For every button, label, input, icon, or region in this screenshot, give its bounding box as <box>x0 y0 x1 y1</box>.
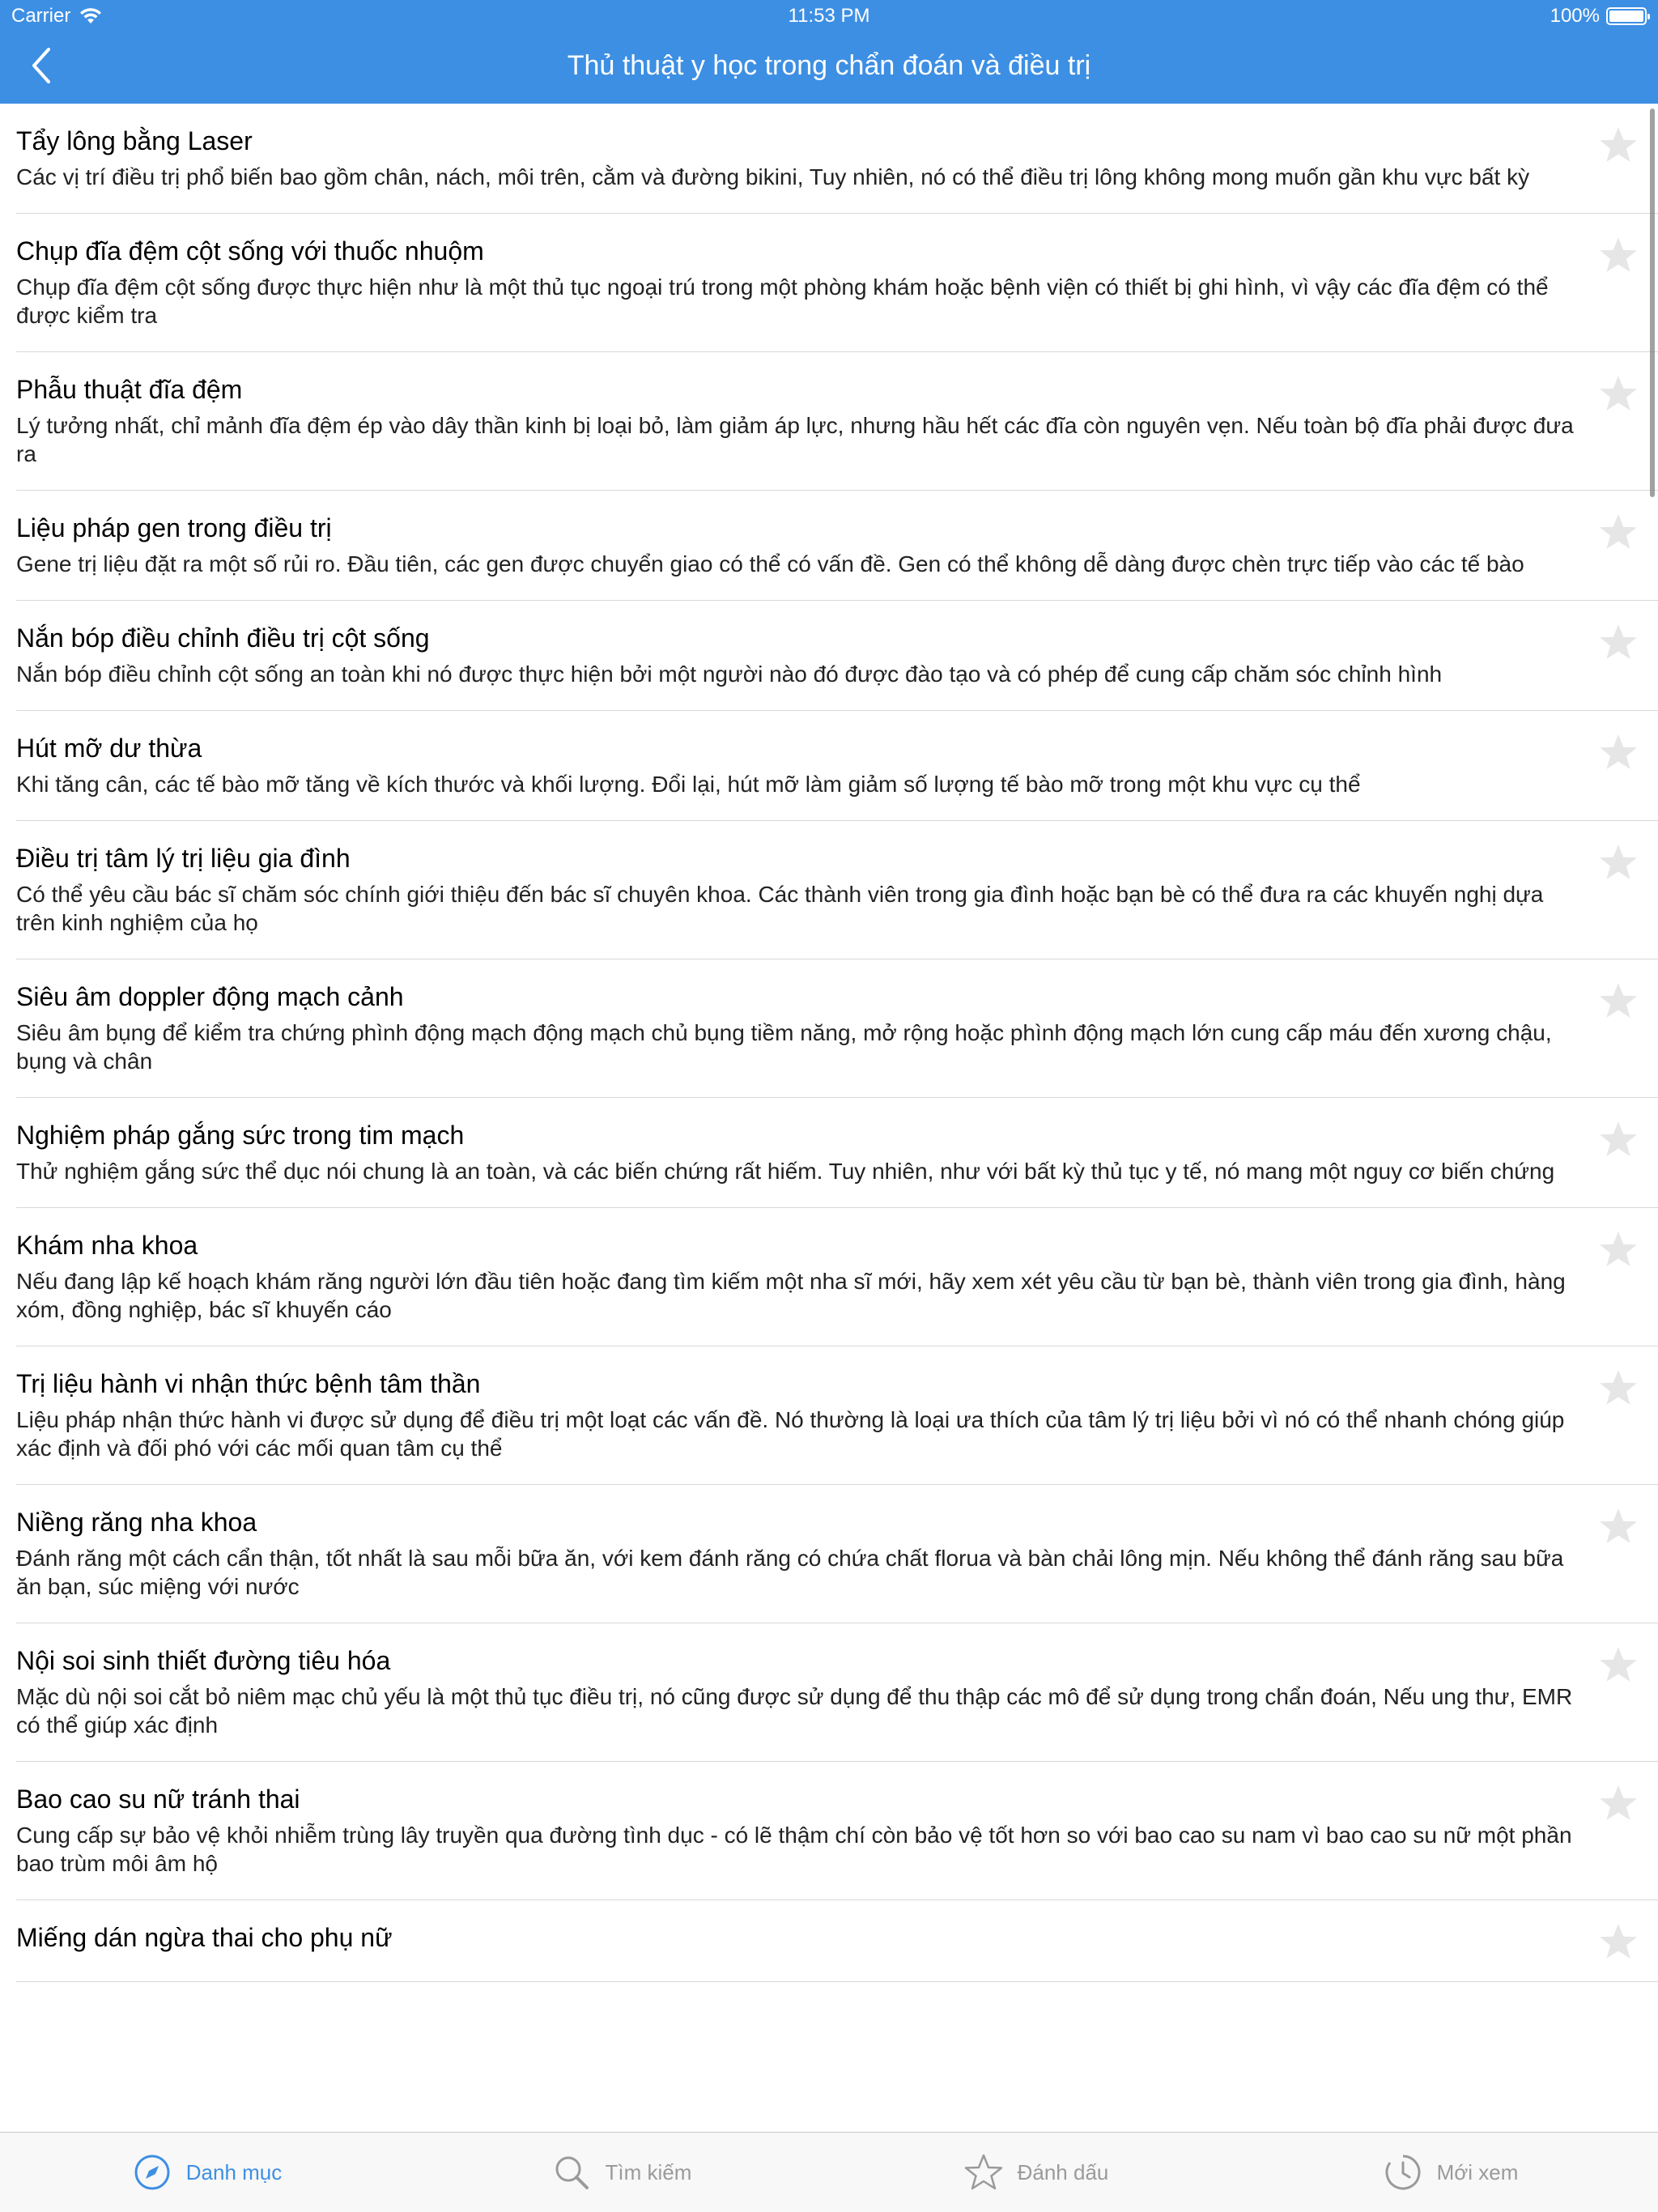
bookmark-star-icon[interactable] <box>1598 1368 1639 1408</box>
bookmark-star-icon[interactable] <box>1598 1783 1639 1823</box>
list-item[interactable] <box>16 711 1658 821</box>
battery-info <box>1550 5 1647 28</box>
bookmark-star-icon[interactable] <box>1598 235 1639 275</box>
list-item[interactable] <box>16 214 1658 352</box>
list-item[interactable] <box>16 491 1658 601</box>
item-title: Nghiệm pháp gắng sức trong tim mạch <box>16 1121 465 1150</box>
status-bar <box>0 0 1658 32</box>
item-title: Niềng răng nha khoa <box>16 1508 257 1537</box>
item-title: Hút mỡ dư thừa <box>16 734 202 763</box>
item-title: Điều trị tâm lý trị liệu gia đình <box>16 844 351 873</box>
star-icon <box>964 2153 1003 2192</box>
tab-label: Đánh dấu <box>1017 2159 1109 2184</box>
bookmark-star-icon[interactable] <box>1598 512 1639 552</box>
item-description: Thử nghiệm gắng sức thể dục nói chung là an toàn, và các biến chứng rất hiếm. Tuy nhiên, như với bất kỳ thủ tục y tế, nó mang một nguy cơ biến chứng <box>16 1159 1555 1184</box>
battery-icon <box>1606 7 1647 25</box>
item-description: Chụp đĩa đệm cột sống được thực hiện như là một thủ tục ngoại trú trong một phòng khám hoặc bệnh viện có thiết bị ghi hình, vì vậy các đĩa đệm có thể được kiểm tra <box>16 274 1549 328</box>
bookmark-star-icon[interactable] <box>1598 1644 1639 1685</box>
item-description: Lý tưởng nhất, chỉ mảnh đĩa đệm ép vào dây thần kinh bị loại bỏ, làm giảm áp lực, nhưng hầu hết các đĩa còn nguyên vẹn. Nếu toàn bộ đĩa phải được đưa ra <box>16 413 1574 466</box>
item-title: Trị liệu hành vi nhận thức bệnh tâm thần <box>16 1369 481 1398</box>
status-time: 11:53 PM <box>788 5 870 27</box>
item-title: Miếng dán ngừa thai cho phụ nữ <box>16 1923 393 1952</box>
item-title: Bao cao su nữ tránh thai <box>16 1784 300 1814</box>
list-item[interactable] <box>16 352 1658 491</box>
list-item[interactable] <box>16 104 1658 214</box>
bookmark-star-icon[interactable] <box>1598 373 1639 414</box>
item-description: Nếu đang lập kế hoạch khám răng người lớn đầu tiên hoặc đang tìm kiếm một nha sĩ mới, hãy xem xét yêu cầu từ bạn bè, thành viên trong gia đình, hàng xóm, đồng nghiệp, bác sĩ khuyến cáo <box>16 1269 1566 1322</box>
list-item[interactable] <box>16 821 1658 959</box>
tab-label: Danh mục <box>185 2159 283 2184</box>
item-title: Nội soi sinh thiết đường tiêu hóa <box>16 1646 391 1675</box>
list-item[interactable] <box>16 1098 1658 1208</box>
list-item[interactable] <box>16 959 1658 1098</box>
item-description: Cung cấp sự bảo vệ khỏi nhiễm trùng lây truyền qua đường tình dục - có lẽ thậm chí còn bảo vệ tốt hơn so với bao cao su nam vì bao cao su nữ một phần bao trùm môi âm hộ <box>16 1823 1572 1876</box>
item-description: Nắn bóp điều chỉnh cột sống an toàn khi nó được thực hiện bởi một người nào đó được đào tạo và có phép để cung cấp chăm sóc chỉnh hình <box>16 661 1443 687</box>
item-description: Các vị trí điều trị phổ biến bao gồm chân, nách, môi trên, cằm và đường bikini, Tuy nhiên, nó có thể điều trị lông không mong muốn gần khu vực bất kỳ <box>16 164 1530 189</box>
tab-bar <box>0 2132 1658 2212</box>
list-item[interactable] <box>16 1208 1658 1346</box>
item-title: Nắn bóp điều chỉnh điều trị cột sống <box>16 623 430 653</box>
tab-search[interactable] <box>414 2133 829 2212</box>
item-title: Khám nha khoa <box>16 1231 198 1260</box>
item-title: Phẫu thuật đĩa đệm <box>16 375 243 404</box>
bookmark-star-icon[interactable] <box>1598 622 1639 662</box>
list-item[interactable] <box>16 1346 1658 1485</box>
item-title: Chụp đĩa đệm cột sống với thuốc nhuộm <box>16 236 484 266</box>
item-description: Siêu âm bụng để kiểm tra chứng phình động mạch động mạch chủ bụng tiềm năng, mở rộng hoặc phình động mạch lớn cung cấp máu đến xương chậu, bụng và chân <box>16 1020 1552 1074</box>
item-description: Có thể yêu cầu bác sĩ chăm sóc chính giới thiệu đến bác sĩ chuyên khoa. Các thành viên trong gia đình hoặc bạn bè có thể đưa ra các khuyến nghị dựa trên kinh nghiệm của họ <box>16 882 1544 935</box>
compass-icon <box>133 2153 172 2192</box>
tab-label: Mới xem <box>1436 2159 1519 2184</box>
item-description: Khi tăng cân, các tế bào mỡ tăng về kích thước và khối lượng. Đổi lại, hút mỡ làm giảm số lượng tế bào mỡ trong một khu vực cụ thể <box>16 772 1361 797</box>
bookmark-star-icon[interactable] <box>1598 1229 1639 1270</box>
list-item[interactable] <box>16 1900 1658 1982</box>
navigation-bar <box>0 32 1658 104</box>
list-item[interactable] <box>16 1485 1658 1623</box>
list-item[interactable] <box>16 1762 1658 1900</box>
carrier-label: Carrier <box>11 5 71 27</box>
tab-label: Tìm kiếm <box>605 2159 692 2184</box>
bookmark-star-icon[interactable] <box>1598 981 1639 1021</box>
item-title: Tẩy lông bằng Laser <box>16 126 253 155</box>
list-item[interactable] <box>16 601 1658 711</box>
item-description: Mặc dù nội soi cắt bỏ niêm mạc chủ yếu là một thủ tục điều trị, nó cũng được sử dụng để thu thập các mô để sử dụng trong chẩn đoán, Nếu ung thư, EMR có thể giúp xác định <box>16 1684 1573 1738</box>
bookmark-star-icon[interactable] <box>1598 842 1639 883</box>
item-description: Đánh răng một cách cẩn thận, tốt nhất là sau mỗi bữa ăn, với kem đánh răng có chứa chất florua và bàn chải lông mịn. Nếu không thể đánh răng sau bữa ăn bạn, súc miệng với nước <box>16 1546 1564 1599</box>
battery-percent: 100% <box>1550 5 1600 27</box>
item-description: Gene trị liệu đặt ra một số rủi ro. Đầu tiên, các gen được chuyển giao có thể có vấn đề. Gen có thể không dễ dàng được chèn trực tiếp vào các tế bào <box>16 551 1524 576</box>
page-title: Thủ thuật y học trong chẩn đoán và điều trị <box>567 50 1091 81</box>
item-description: Liệu pháp nhận thức hành vi được sử dụng để điều trị một loạt các vấn đề. Nó thường là loại ưa thích của tâm lý trị liệu bởi vì nó có thể nhanh chóng giúp xác định và đối phó với các mối quan tâm cụ thể <box>16 1407 1565 1461</box>
scrollbar[interactable] <box>1650 108 1655 497</box>
list-item[interactable] <box>16 1623 1658 1762</box>
tab-bookmarks[interactable] <box>829 2133 1244 2212</box>
tab-recent[interactable] <box>1244 2133 1658 2212</box>
bookmark-star-icon[interactable] <box>1598 1506 1639 1546</box>
search-icon <box>552 2153 591 2192</box>
clock-icon <box>1384 2153 1422 2192</box>
bookmark-star-icon[interactable] <box>1598 1119 1639 1159</box>
bookmark-star-icon[interactable] <box>1598 125 1639 165</box>
item-title: Siêu âm doppler động mạch cảnh <box>16 982 404 1011</box>
procedure-list <box>0 104 1658 2132</box>
bookmark-star-icon[interactable] <box>1598 732 1639 772</box>
header <box>0 0 1658 104</box>
bookmark-star-icon[interactable] <box>1598 1921 1639 1962</box>
item-title: Liệu pháp gen trong điều trị <box>16 513 332 542</box>
tab-categories[interactable] <box>0 2133 414 2212</box>
